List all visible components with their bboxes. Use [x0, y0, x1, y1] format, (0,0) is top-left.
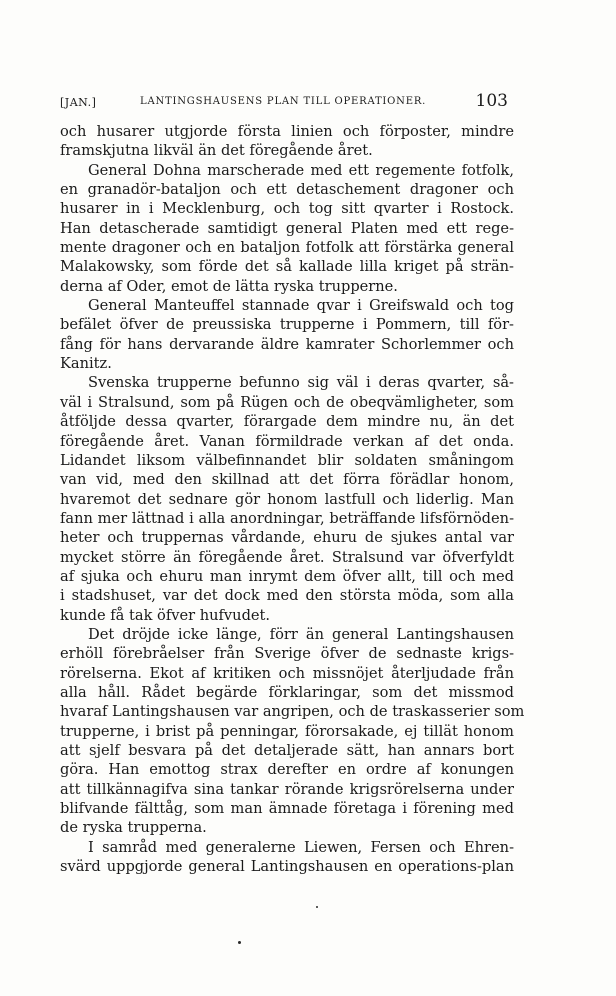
- ink-speck: [238, 941, 241, 944]
- header-section: [JAN.]: [60, 96, 97, 109]
- text-line: mente dragoner och en bataljon fotfolk att förstärka general: [60, 239, 514, 257]
- text-line: Malakowsky, som förde det så kallade lilla kriget på strän-: [60, 258, 514, 276]
- text-line: alla håll. Rådet begärde förklaringar, som det missmod: [60, 683, 514, 701]
- body-text: [60, 122, 525, 876]
- text-line: trupperne, i brist på penningar, förorsakade, ej tillät honom: [60, 722, 514, 740]
- text-line: Lidandet liksom välbefinnandet blir soldaten småningom: [60, 451, 514, 469]
- text-line: kunde få tak öfver hufvudet.: [60, 606, 271, 624]
- text-line: framskjutna likväl än det föregående året.: [60, 142, 373, 160]
- text-line: heter och truppernas vårdande, ehuru de sjukes antal var: [60, 529, 514, 547]
- text-line: erhöll förebråelser från Sverige öfver de sednaste krigs-: [60, 645, 514, 663]
- text-line: befälet öfver de preussiska trupperne i Pommern, till för-: [60, 316, 514, 334]
- text-line: i stadshuset, var det dock med den största möda, som alla: [60, 587, 514, 605]
- text-line: mycket större än föregående året. Stralsund var öfverfyldt: [60, 548, 514, 566]
- page-number: 103: [475, 91, 508, 111]
- text-line: de ryska trupperna.: [60, 819, 207, 837]
- text-line: svärd uppgjorde general Lantingshausen en operations-plan: [60, 858, 514, 876]
- text-line: att tillkännagifva sina tankar rörande krigsrörelserna under: [60, 780, 514, 798]
- text-line: I samråd med generalerne Liewen, Fersen och Ehren-: [88, 838, 514, 856]
- text-line: väl i Stralsund, som på Rügen och de obeqvämligheter, som: [60, 393, 514, 411]
- text-line: att sjelf besvara på det detaljerade sätt, han annars bort: [60, 742, 514, 759]
- text-line: fång för hans dervarande äldre kamrater Schorlemmer och: [60, 335, 514, 353]
- text-line: göra. Han emottog strax derefter en ordre af konungen: [60, 761, 514, 779]
- running-header: [60, 93, 514, 111]
- text-line: hvaraf Lantingshausen var angripen, och de traskasserier som: [60, 703, 525, 721]
- text-line: en granadör-bataljon och ett detaschement dragoner och: [60, 181, 514, 199]
- text-line: derna af Oder, emot de lätta ryska trupperne.: [60, 277, 398, 295]
- text-line: Svenska trupperne befunno sig väl i deras qvarter, så-: [88, 374, 514, 392]
- text-line: hvaremot det sednare gör honom lastfull och liderlig. Man: [60, 490, 514, 508]
- text-line: föregående året. Vanan förmildrade verkan af det onda.: [60, 432, 514, 450]
- text-line: Kanitz.: [60, 355, 112, 373]
- text-line: åtföljde dessa qvarter, förargade dem mindre nu, än det: [60, 413, 514, 431]
- text-line: husarer in i Mecklenburg, och tog sitt qvarter i Rostock.: [60, 200, 514, 218]
- ink-speck: [316, 906, 318, 908]
- text-line: Han detascherade samtidigt general Platen med ett rege-: [60, 219, 514, 237]
- text-line: van vid, med den skillnad att det förra förädlar honom,: [60, 471, 514, 489]
- text-line: fann mer lättnad i alla anordningar, beträffande lifsförnöden-: [60, 509, 514, 527]
- text-line: rörelserna. Ekot af kritiken och missnöjet återljudade från: [60, 664, 514, 682]
- text-line: och husarer utgjorde första linien och förposter, mindre: [60, 123, 514, 140]
- text-line: Det dröjde icke länge, förr än general Lantingshausen: [88, 625, 514, 643]
- text-line: General Manteuffel stannade qvar i Greifswald och tog: [88, 297, 514, 315]
- text-line: blifvande fälttåg, som man ämnade företaga i förening med: [60, 800, 514, 818]
- header-title: LANTINGSHAUSENS PLAN TILL OPERATIONER.: [140, 96, 427, 107]
- text-line: af sjuka och ehuru man inrymt dem öfver allt, till och med: [60, 567, 514, 585]
- text-line: General Dohna marscherade med ett regemente fotfolk,: [88, 161, 514, 179]
